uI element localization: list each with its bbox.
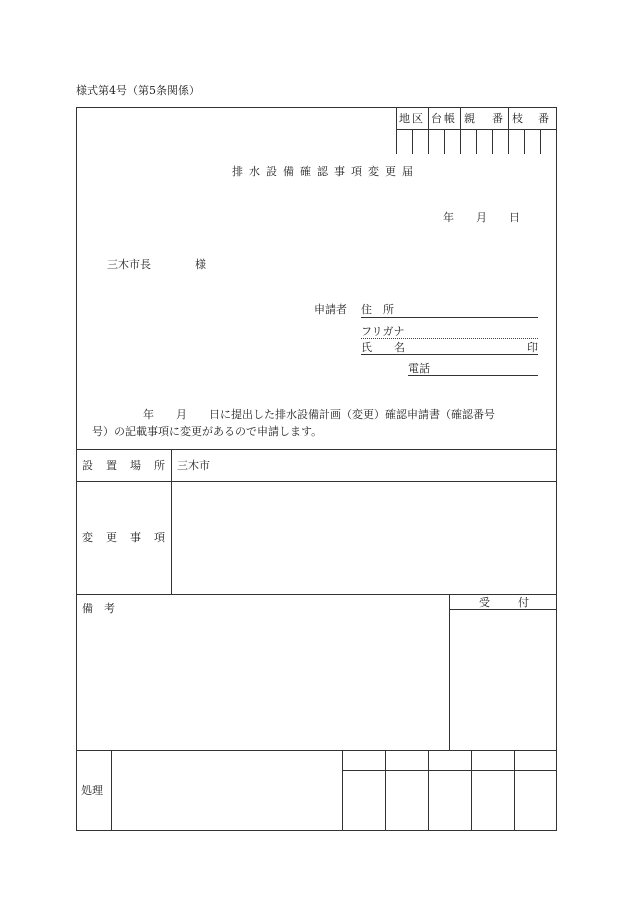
- name-line: [361, 354, 538, 355]
- furigana-line: [361, 338, 538, 339]
- address-label: 住 所: [361, 303, 394, 316]
- address-line: [361, 317, 538, 318]
- processing-label: 処理: [81, 784, 103, 797]
- receipt-label: 受 付: [479, 596, 531, 609]
- furigana-label: フリガナ: [361, 325, 405, 338]
- location-value: 三木市: [177, 459, 210, 472]
- seal-mark: 印: [527, 341, 538, 354]
- remarks-label: 備 考: [82, 602, 115, 615]
- addressee: 三木市長 様: [107, 258, 206, 271]
- statement-line-1: 年 月 日に提出した排水設備計画（変更）確認申請書（確認番号: [143, 408, 495, 421]
- name-label: 氏 名: [361, 341, 405, 354]
- form-number: 様式第4号（第5条関係）: [76, 84, 200, 97]
- parent-number-header: 親 番: [464, 112, 506, 125]
- statement-line-2: 号）の記載事項に変更があるので申請します。: [92, 425, 323, 438]
- submission-date: 年 月 日: [443, 211, 520, 224]
- branch-number-header: 枝 番: [512, 112, 551, 125]
- area-header: 地区: [399, 112, 425, 125]
- location-label: 設 置 場 所: [82, 459, 166, 472]
- phone-label: 電話: [408, 362, 430, 375]
- form-title: 排水設備確認事項変更届: [232, 165, 419, 178]
- code-grid: [396, 107, 557, 154]
- ledger-header: 台帳: [431, 112, 457, 125]
- applicant-label: 申請者: [314, 303, 347, 316]
- phone-line: [408, 375, 538, 376]
- processing-stamp-grid: [342, 750, 557, 831]
- changes-label: 変 更 事 項: [82, 531, 166, 544]
